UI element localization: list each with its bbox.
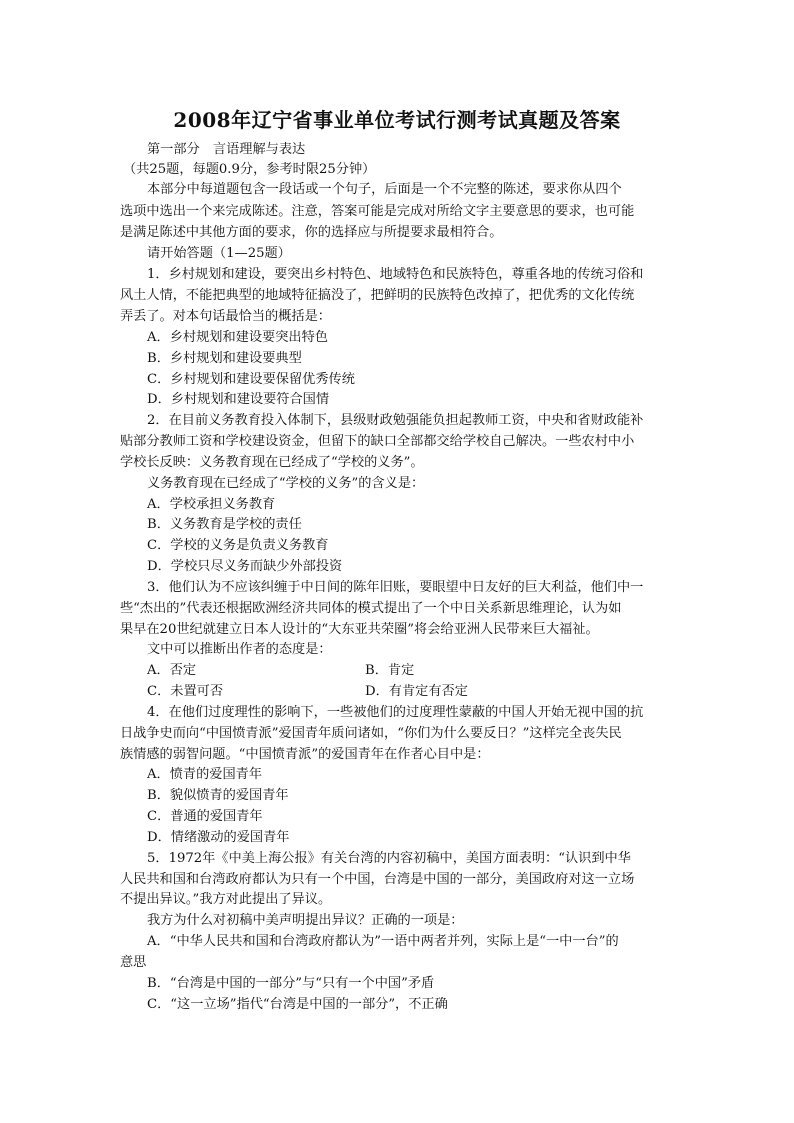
question-1-option-c: C．乡村规划和建设要保留优秀传统	[147, 372, 355, 387]
question-3-option-c: C．未置可否	[147, 684, 224, 699]
question-4-line: 4．在他们过度理性的影响下，一些被他们的过度理性蒙蔽的中国人开始无视中国的抗	[147, 705, 644, 720]
question-4-line: 日战争史而向“中国愤青派”爱国青年质问诸如，“你们为什么要反日？”这样完全丧失民	[120, 726, 622, 741]
question-5-option-a: A．“中华人民共和国和台湾政府都认为”一语中两者并列，实际上是“一中一台”的	[147, 934, 619, 949]
question-1-option-a: A．乡村规划和建设要突出特色	[147, 330, 328, 345]
question-5-option-c: C．“这一立场”指代“台湾是中国的一部分”，不正确	[147, 997, 448, 1012]
intro-line: 选项中选出一个来完成陈述。注意，答案可能是完成对所给文字主要意思的要求，也可能	[120, 204, 635, 219]
question-5-line: 5．1972年《中美上海公报》有关台湾的内容初稿中，美国方面表明：“认识到中华	[147, 851, 631, 866]
question-3-line: 些“杰出的”代表还根据欧洲经济共同体的模式提出了一个中日关系新思维理论，认为如	[120, 601, 622, 616]
question-5-line: 不提出异议。”我方对此提出了异议。	[120, 892, 332, 907]
page-title: 2008年辽宁省事业单位考试行测考试真题及答案	[173, 108, 621, 132]
question-1-option-b: B．乡村规划和建设要典型	[147, 351, 302, 366]
part-heading: 第一部分 言语理解与表达	[147, 142, 306, 157]
question-5-option-b: B．“台湾是中国的一部分”与“只有一个中国”矛盾	[147, 976, 435, 991]
question-2-line: 学校长反映：义务教育现在已经成了“学校的义务”。	[120, 455, 424, 470]
question-1-line: 弄丢了。对本句话最恰当的概括是：	[120, 309, 331, 324]
question-3-option-b: B．肯定	[365, 663, 415, 678]
question-2-option-b: B．义务教育是学校的责任	[147, 517, 302, 532]
start-instruction: 请开始答题（1—25题）	[147, 246, 291, 261]
question-3-line: 3．他们认为不应该纠缠于中日间的陈年旧账，要眼望中日友好的巨大利益，他们中一	[147, 580, 644, 595]
question-5-option-a-cont: 意思	[120, 955, 147, 970]
question-4-option-a: A．愤青的爱国青年	[147, 767, 263, 782]
question-1-line: 1．乡村规划和建设，要突出乡村特色、地域特色和民族特色，尊重各地的传统习俗和	[147, 267, 644, 282]
question-5-stem: 我方为什么对初稿中美声明提出异议？正确的一项是：	[147, 913, 464, 928]
question-2-line: 2．在目前义务教育投入体制下，县级财政勉强能负担起教师工资，中央和省财政能补	[147, 413, 644, 428]
question-3-option-a: A．否定	[147, 663, 197, 678]
question-3-stem: 文中可以推断出作者的态度是：	[147, 642, 332, 657]
question-1-line: 风土人情，不能把典型的地域特征搞没了，把鲜明的民族特色改掉了，把优秀的文化传统	[120, 288, 635, 303]
question-2-stem: 义务教育现在已经成了“学校的义务”的含义是：	[147, 476, 425, 491]
question-1-option-d: D．乡村规划和建设要符合国情	[147, 392, 330, 407]
question-4-option-b: B．貌似愤青的爱国青年	[147, 788, 289, 803]
question-2-option-a: A．学校承担义务教育	[147, 497, 276, 512]
question-2-line: 贴部分教师工资和学校建设资金，但留下的缺口全部都交给学校自己解决。一些农村中小	[120, 434, 635, 449]
question-4-line: 族情感的弱智问题。“中国愤青派”的爱国青年在作者心目中是：	[120, 747, 490, 762]
question-3-line: 果早在20世纪就建立日本人设计的“大东亚共荣圈”将会给亚洲人民带来巨大福祉。	[120, 622, 599, 637]
intro-line: 本部分中每道题包含一段话或一个句子，后面是一个不完整的陈述，要求你从四个	[147, 182, 622, 197]
question-5-line: 人民共和国和台湾政府都认为只有一个中国，台湾是中国的一部分，美国政府对这一立场	[120, 872, 635, 887]
question-2-option-c: C．学校的义务是负责义务教育	[147, 538, 329, 553]
question-2-option-d: D．学校只尽义务而缺少外部投资	[147, 559, 343, 574]
question-3-option-d: D．有肯定有否定	[365, 684, 468, 699]
intro-line: 是满足陈述中其他方面的要求，你的选择应与所提要求最相符合。	[120, 225, 503, 240]
time-note: （共25题，每题0.9分，参考时限25分钟）	[123, 162, 376, 177]
question-4-option-d: D．情绪激动的爱国青年	[147, 830, 290, 845]
question-4-option-c: C．普通的爱国青年	[147, 809, 263, 824]
